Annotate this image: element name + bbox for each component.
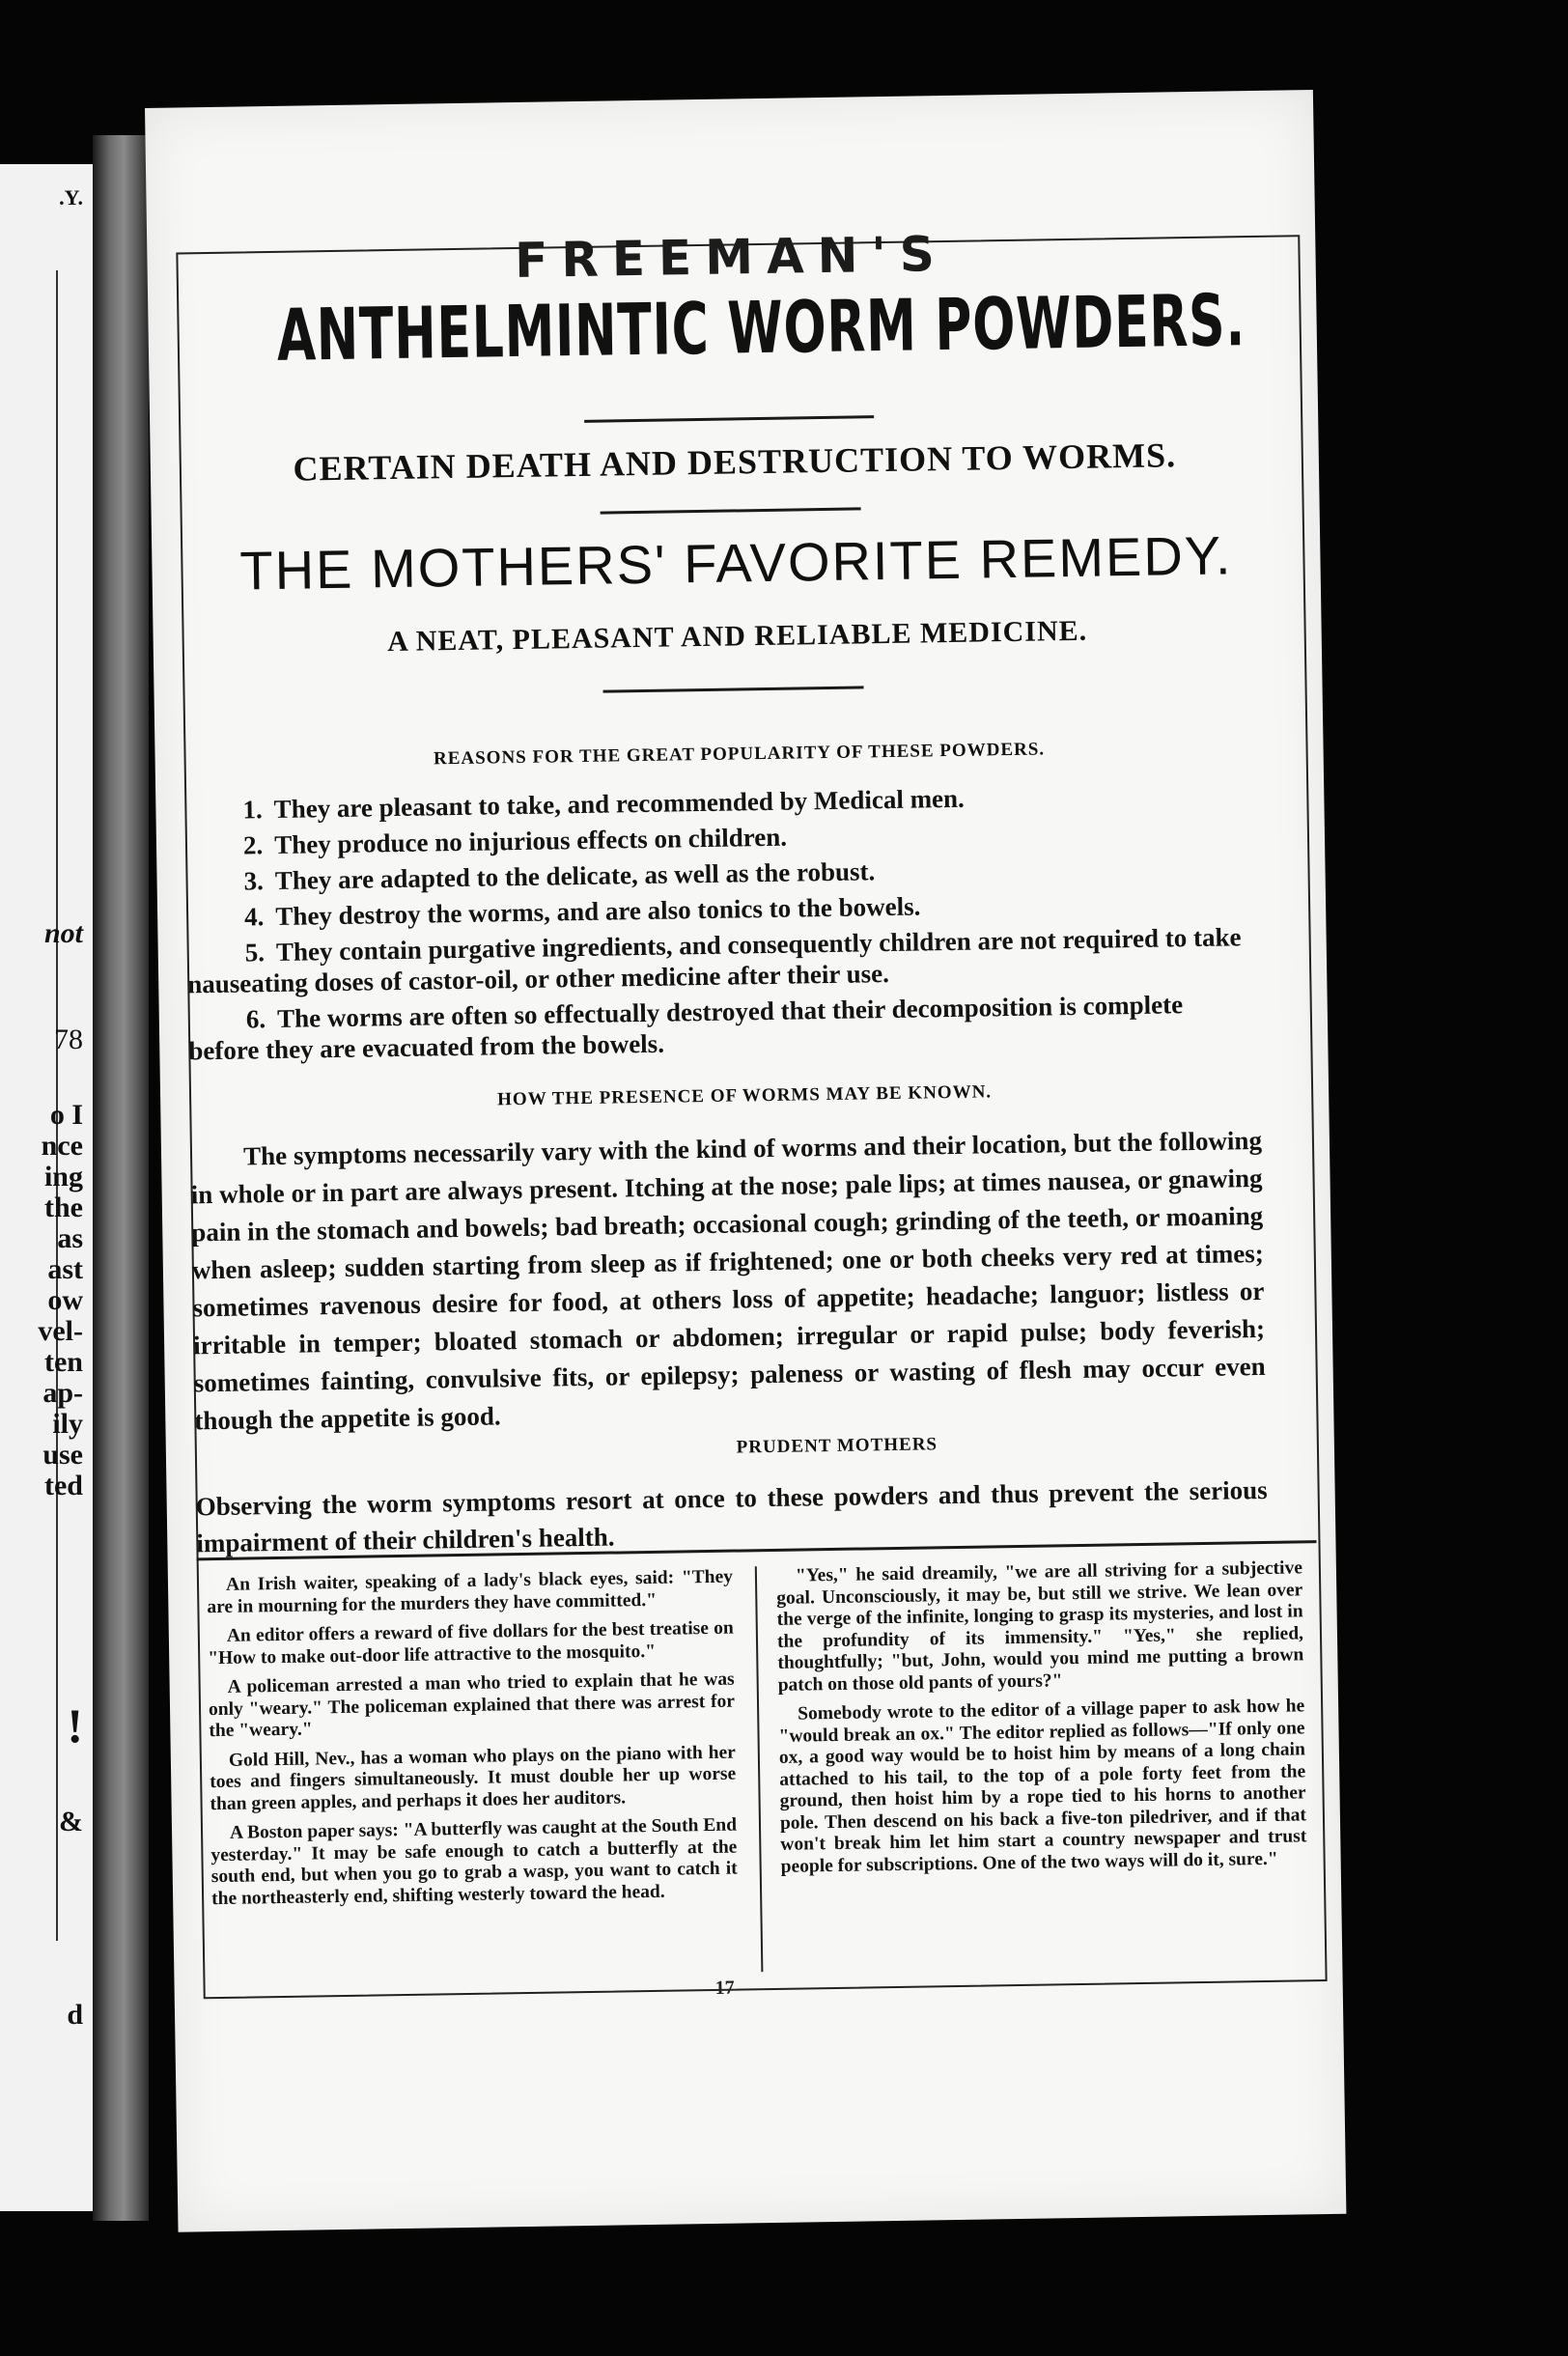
reasons-list [184,778,1260,1071]
anecdote-paragraph: Somebody wrote to the editor of a village paper to ask how he "would break an ox." The editor replied as follows—"If only one ox, a good way would be to hoist him by means of a long chain attached to his tail, to the top of a pole forty feet from the ground, then hoist him by a rope tied to his horns to another pole. Then descend on his back a five-ton piledriver, and if that won't break him let him start a country newspaper and trust people for subscriptions. One of the two ways will do it, sure." [778,1696,1307,1877]
reason-item: 4. They destroy the worms, and are also tonics to the bowels. [243,891,921,932]
page-number: 17 [714,1977,735,1999]
left-fragment: ted [44,1470,83,1501]
anecdote-paragraph: Gold Hill, Nev., has a woman who plays on the piano with her toes and fingers simultaneously. It must double her up worse than green apples, and perhaps it does her auditors. [210,1742,737,1814]
left-fragment: ily [52,1408,83,1440]
left-fragment: d [67,1999,83,2031]
reason-item: 5. They contain purgative ingredients, and consequently children are not required to take nauseating doses of castor-oil, or other medicine after their use. [187,922,1242,999]
column-divider [755,1566,764,1972]
left-fragment: as [57,1222,83,1254]
left-fragment: ow [47,1284,83,1316]
reason-item: 1. They are pleasant to take, and recommended by Medical men. [242,783,966,825]
anecdote-columns [207,1557,1313,1980]
anecdote-paragraph: An Irish waiter, speaking of a lady's black eyes, said: "They are in mourning for the murders they have committed." [207,1566,734,1617]
reasons-heading: REASONS FOR THE GREAT POPULARITY OF THESE POWDERS. [433,739,1046,770]
right-column [776,1557,1307,1886]
ad-headline: ANTHELMINTIC WORM POWDERS. [276,279,1246,378]
left-fragment: use [42,1439,83,1471]
ad-tagline-certain-death: CERTAIN DEATH AND DESTRUCTION TO WORMS. [293,435,1177,489]
left-fragment: 78 [54,1024,83,1055]
book-gutter [93,135,149,2221]
symptoms-paragraph: The symptoms necessarily vary with the kind of worms and their location, but the following in whole or in part are always present. Itching at the nose; pale lips; at times nausea, or gnawing pain in the stomach and bowels; bad breath; occasional cough; grinding of the teeth, or moaning when asleep; sudden starting from sleep as if frightened; one or both cheeks very red at times; sometimes ravenous desire for food, at others loss of appetite; headache; languor; listless or irritable in temper; bloated stomach or abdomen; irregular or rapid pulse; body feverish; sometimes fainting, convulsive fits, or epilepsy; paleness or wasting of flesh may occur even though the appetite is good. [190,1125,1266,1436]
left-fragment: not [43,917,83,949]
ad-tagline-mothers-favorite: THE MOTHERS' FAVORITE REMEDY. [238,524,1233,602]
anecdote-paragraph: "Yes," he said dreamily, "we are all striving for a subjective goal. Unconsciously, it may be, but still we strive. We lean over the verge of the infinite, longing to grasp its mysteries, and lost in the profundity of its immensity." "Yes," she replied, thoughtfully; "but, John, would you mind me putting a brown patch on those old pants of yours?" [776,1557,1304,1696]
anecdote-paragraph: A Boston paper says: "A butterfly was caught at the South End yesterday." It may be safe enough to catch a butterfly at the south end, but when you go to grab a wasp, you want to catch it the northeasterly end, shifting westerly toward the head. [210,1814,738,1909]
left-page-fragment [0,164,95,2211]
main-page [145,90,1346,2232]
left-column [207,1567,739,1919]
left-fragment: o I [49,1099,83,1131]
left-fragment: vel- [38,1315,83,1347]
left-fragment: .Y. [59,185,83,210]
left-fragment: ast [47,1253,83,1285]
anecdote-paragraph: An editor offers a reward of five dollars for the best treatise on "How to make out-door life attractive to the mosquito." [208,1617,734,1669]
reason-item: 2. They produce no injurious effects on children. [242,822,788,860]
left-fragment: ap- [42,1377,83,1409]
prudent-mothers-paragraph: Observing the worm symptoms resort at once to these powders and thus prevent the serious impairment of their children's health. [195,1474,1268,1558]
ad-tagline-neat-pleasant: A NEAT, PLEASANT AND RELIABLE MEDICINE. [386,614,1088,659]
left-fragment: the [44,1192,83,1223]
brand-name: FREEMAN'S [514,225,949,289]
left-fragment: ! [67,1698,83,1753]
prudent-mothers-heading: PRUDENT MOTHERS [736,1434,938,1458]
presence-heading: HOW THE PRESENCE OF WORMS MAY BE KNOWN. [497,1081,993,1110]
anecdote-paragraph: A policeman arrested a man who tried to explain that he was only "weary." The policeman explained that there was arrest for the "weary." [208,1669,736,1742]
reason-item: 3. They are adapted to the delicate, as well as the robust. [243,856,876,896]
left-fragment: ten [44,1346,83,1378]
left-fragment: & [59,1806,83,1837]
left-fragment: nce [41,1130,83,1162]
reason-item: 6. The worms are often so effectually destroyed that their decomposition is complete before they are evacuated from the bowels. [188,990,1184,1066]
left-fragment: ing [43,1161,83,1192]
